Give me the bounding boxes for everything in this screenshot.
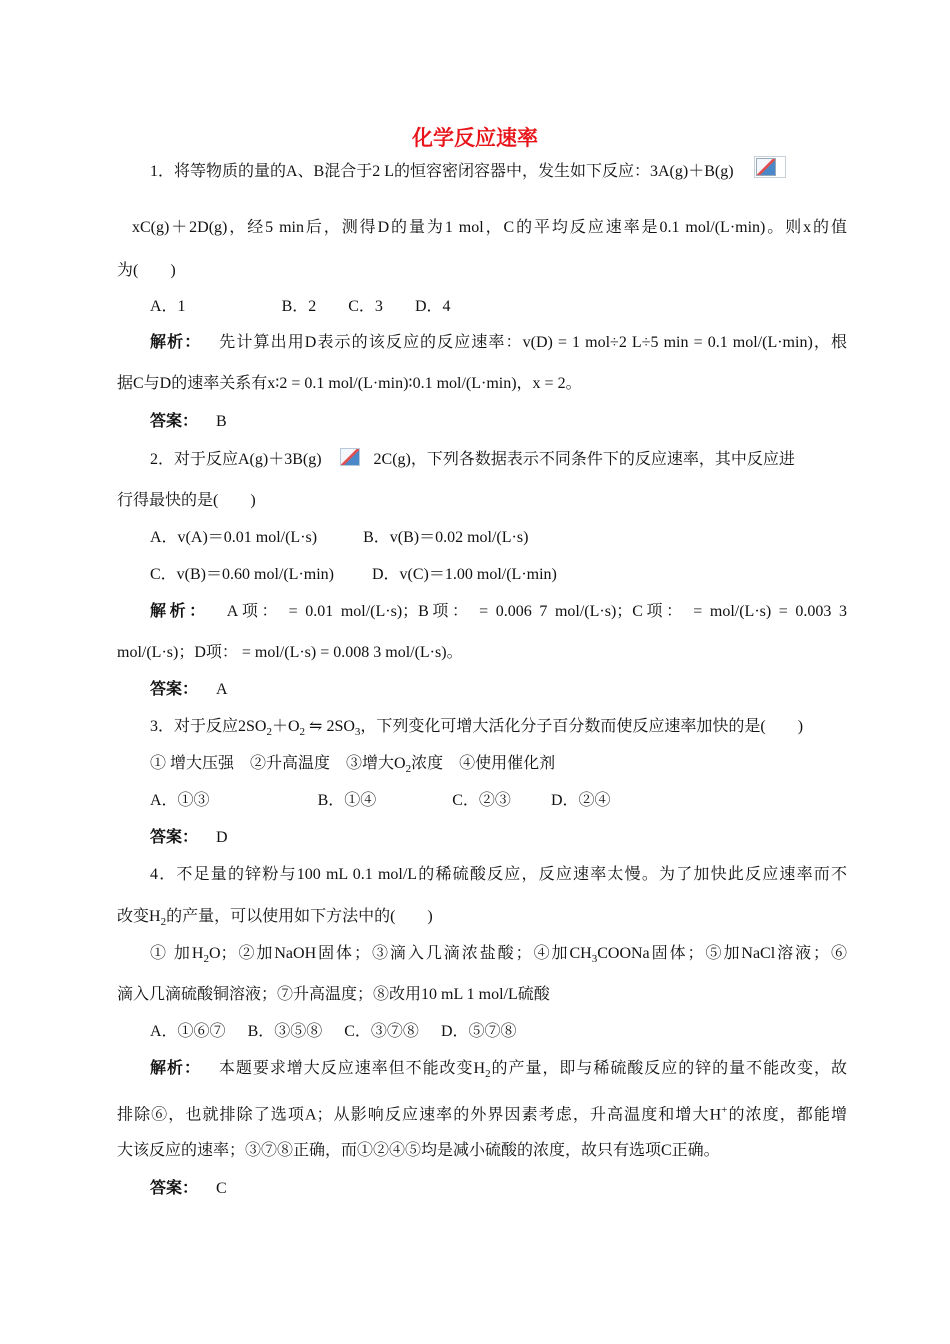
- q3-choices: [150, 753, 555, 780]
- q3-stem-mid2: ⇋ 2SO: [305, 718, 355, 735]
- q1-answer-label: 答案：: [150, 413, 199, 430]
- q4-option-b: B．③⑤⑧: [247, 1023, 323, 1040]
- q2-options-cd: [150, 564, 557, 586]
- q2-analysis-label: 解析：: [150, 603, 209, 620]
- q4-analysis2a: 排除⑥，也就排除了选项A；从影响反应速率的外界因素考虑，升高温度和增大H: [117, 1106, 722, 1124]
- q4-line2b: 的产量，可以使用如下方法中的( ): [166, 908, 433, 925]
- q3-stem: [150, 716, 803, 743]
- q1-analysis-label: 解析：: [150, 334, 202, 351]
- q4-analysis-sup: +: [721, 1104, 728, 1116]
- q4-analysis-line2: [117, 1099, 847, 1126]
- q1-analysis-text1: 先计算出用D表示的该反应的反应速率：v(D) = 1 mol÷2 L÷5 min = 0.1 mol/(L·min)，根: [219, 334, 847, 351]
- q3-answer-label: 答案：: [150, 829, 199, 846]
- q4-items1b: O；②加NaOH固体；③滴入几滴浓盐酸；④加CH: [208, 945, 592, 962]
- q1-analysis-line1: [150, 332, 847, 354]
- q4-answer-label: 答案：: [150, 1180, 199, 1197]
- q2-option-b: B．v(B)＝0.02 mol/(L·s): [363, 529, 529, 546]
- q2-option-a: A．v(A)＝0.01 mol/(L·s): [150, 529, 318, 546]
- q4-line2-sub: 2: [160, 916, 167, 929]
- q1-stem-part1: 1．将等物质的量的A、B混合于2 L的恒容密闭容器中，发生如下反应：3A(g)＋B(g): [150, 163, 734, 180]
- q1-option-a: A．1: [150, 298, 186, 315]
- q3-option-a: A．①③: [150, 792, 210, 809]
- q3-choices-a: ① 增大压强 ②升高温度 ③增大O: [150, 755, 406, 772]
- q4-items-line1: [150, 943, 847, 970]
- q4-options: [150, 1021, 517, 1043]
- q4-items1a: ① 加H: [150, 945, 204, 962]
- q3-answer: [150, 827, 228, 849]
- q1-analysis-line2: 据C与D的速率关系有x∶2 = 0.1 mol/(L·min)∶0.1 mol/(L·min)，x = 2。: [117, 375, 582, 392]
- equilibrium-arrow-icon: [340, 448, 360, 466]
- q4-analysis-line3: 大该反应的速率；③⑦⑧正确，而①②④⑤均是减小硫酸的浓度，故只有选项C正确。: [117, 1142, 720, 1159]
- q4-items-line2: 滴入几滴硫酸铜溶液；⑦升高温度；⑧改用10 mL 1 mol/L硫酸: [117, 986, 550, 1003]
- q1-option-b: B．2: [281, 298, 317, 315]
- q3-sub-2a: 2: [266, 726, 272, 739]
- q2-answer-value: A: [216, 681, 228, 698]
- q2-analysis-text1: A项： = 0.01 mol/(L·s)；B项： = 0.006 7 mol/(L·s)；C项： = mol/(L·s) = 0.003 3: [226, 603, 847, 620]
- q1-answer: [150, 411, 227, 433]
- q4-analysis1a: 本题要求增大反应速率但不能改变H: [218, 1060, 486, 1077]
- q2-option-c: C．v(B)＝0.60 mol/(L·min): [150, 566, 334, 583]
- q4-items1c: COONa固体；⑤加NaCl溶液；⑥: [597, 945, 847, 962]
- q4-analysis1b: 的产量，即与稀硫酸反应的锌的量不能改变，故: [490, 1060, 847, 1077]
- q2-answer: [150, 679, 228, 701]
- q3-option-d: D．②④: [550, 792, 611, 809]
- q4-analysis-sub: 2: [485, 1068, 491, 1081]
- q4-answer: [150, 1178, 227, 1200]
- q2-stem-part1: 2．对于反应A(g)＋3B(g): [150, 451, 322, 468]
- q4-option-d: D．⑤⑦⑧: [440, 1023, 517, 1040]
- q1-answer-value: B: [216, 413, 227, 430]
- q4-line2: [117, 906, 433, 933]
- q2-line2: 行得最快的是( ): [117, 492, 256, 509]
- q2-options-ab: [150, 527, 528, 549]
- q3-choices-b: 浓度 ④使用催化剂: [411, 755, 556, 772]
- q4-line2a: 改变H: [117, 908, 161, 925]
- q4-answer-value: C: [216, 1180, 227, 1197]
- q4-items1-sub3: 3: [591, 953, 598, 966]
- q1-line2: xC(g)＋2D(g)，经5 min后，测得D的量为1 mol，C的平均反应速率是0.1 mol/(L·min)。则x的值: [132, 219, 847, 236]
- q3-stem-post: ，下列变化可增大活化分子百分数而使反应速率加快的是( ): [360, 718, 804, 735]
- q3-options: [150, 790, 611, 812]
- q1-options: [150, 296, 451, 318]
- q3-stem-pre: 3．对于反应2SO: [150, 718, 267, 735]
- q2-option-d: D．v(C)＝1.00 mol/(L·min): [372, 566, 557, 583]
- q3-answer-value: D: [216, 829, 228, 846]
- q1-option-d: D．4: [414, 298, 451, 315]
- q1-option-c: C．3: [348, 298, 383, 315]
- q2-analysis-line1: [150, 601, 847, 623]
- q4-items1-sub2: 2: [203, 953, 209, 966]
- q4-option-a: A．①⑥⑦: [150, 1023, 226, 1040]
- q4-analysis2b: 的浓度，都能增: [727, 1106, 847, 1124]
- q3-sub-2b: 2: [299, 726, 306, 739]
- equilibrium-arrow-icon: [754, 156, 786, 178]
- q4-line1: 4．不足量的锌粉与100 mL 0.1 mol/L的稀硫酸反应，反应速率太慢。为了加快此反应速率而不: [150, 866, 847, 883]
- q3-option-b: B．①④: [317, 792, 377, 809]
- q3-option-c: C．②③: [452, 792, 511, 809]
- q3-stem-mid1: ＋O: [271, 718, 300, 735]
- q2-stem-part2: 2C(g)，下列各数据表示不同条件下的反应速率，其中反应进: [373, 451, 795, 468]
- q2-analysis-line2: mol/(L·s)；D项： = mol/(L·s) = 0.008 3 mol/(L·s)。: [117, 644, 463, 661]
- q3-choices-sub: 2: [405, 763, 412, 776]
- page-title: 化学反应速率: [412, 126, 538, 150]
- q4-option-c: C．③⑦⑧: [344, 1023, 419, 1040]
- q2-line1: [150, 448, 847, 471]
- q1-line1: [150, 156, 786, 183]
- q4-analysis-label: 解析：: [150, 1060, 201, 1077]
- q4-analysis-line1: [150, 1058, 847, 1085]
- q2-answer-label: 答案：: [150, 681, 199, 698]
- q3-sub-3: 3: [354, 726, 361, 739]
- q1-line3: 为( ): [117, 262, 176, 279]
